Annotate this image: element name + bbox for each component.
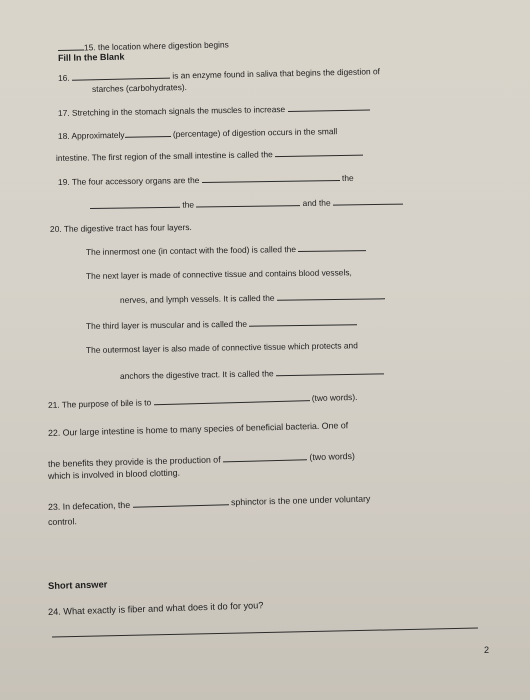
answer-blank[interactable] xyxy=(132,497,228,508)
answer-blank[interactable] xyxy=(72,71,170,81)
question-19-continued: the and the xyxy=(90,197,403,211)
question-22: 22. Our large intestine is home to many species of beneficial bacteria. One of xyxy=(47,420,349,438)
answer-blank[interactable] xyxy=(249,317,357,327)
question-20-layer-2-continued: nerves, and lymph vessels. It is called the xyxy=(120,291,385,305)
question-21: 21. The purpose of bile is to (two words). xyxy=(47,391,358,410)
section-heading-short-answer: Short answer xyxy=(47,578,108,591)
question-20-layer-1: The innermost one (in contact with the food) is called the xyxy=(86,243,366,257)
answer-blank[interactable] xyxy=(58,42,84,51)
answer-blank[interactable] xyxy=(298,243,366,252)
answer-blank[interactable] xyxy=(287,103,369,112)
question-20-title: 20. The digestive tract has four layers. xyxy=(49,222,192,234)
answer-blank[interactable] xyxy=(153,393,309,405)
question-18: 18. Approximately (percentage) of digestion occurs in the small xyxy=(57,126,338,141)
question-16-continued: starches (carbohydrates). xyxy=(91,82,188,94)
question-17: 17. Stretching in the stomach signals the muscles to increase xyxy=(58,103,370,118)
answer-blank[interactable] xyxy=(333,197,403,206)
question-23: 23. In defecation, the sphinctor is the one under voluntary xyxy=(47,493,371,512)
question-16: 16. is an enzyme found in saliva that begins the digestion of xyxy=(57,66,381,83)
section-heading-fill-in: Fill In the Blank xyxy=(57,51,125,63)
question-23-end: control. xyxy=(47,516,77,527)
question-15: 15. the location where digestion begins xyxy=(58,39,229,53)
question-22-continued: the benefits they provide is the production of (two words) xyxy=(47,450,356,469)
question-20-layer-4: The outermost layer is also made of connective tissue which protects and xyxy=(85,340,358,355)
question-20-layer-4-continued: anchors the digestive tract. It is called the xyxy=(120,366,384,381)
answer-blank[interactable] xyxy=(275,148,363,158)
question-20-layer-3: The third layer is muscular and is called the xyxy=(86,317,358,331)
question-20-layer-2: The next layer is made of connective tissue and contains blood vessels, xyxy=(85,267,352,281)
answer-blank[interactable] xyxy=(223,452,307,462)
answer-blank[interactable] xyxy=(196,198,300,207)
page-number: 2 xyxy=(484,645,490,655)
answer-blank[interactable] xyxy=(90,200,180,209)
question-24: 24. What exactly is fiber and what does it do for you? xyxy=(47,600,264,617)
answer-blank[interactable] xyxy=(276,366,384,376)
answer-blank[interactable] xyxy=(124,129,170,138)
question-18-continued: intestine. The first region of the small intestine is called the xyxy=(56,148,363,163)
question-19: 19. The four accessory organs are the the xyxy=(57,172,354,187)
answer-blank[interactable] xyxy=(277,291,385,301)
question-22-end: which is involved in blood clotting. xyxy=(47,467,181,481)
short-answer-line[interactable] xyxy=(52,628,478,638)
answer-blank[interactable] xyxy=(202,173,340,183)
